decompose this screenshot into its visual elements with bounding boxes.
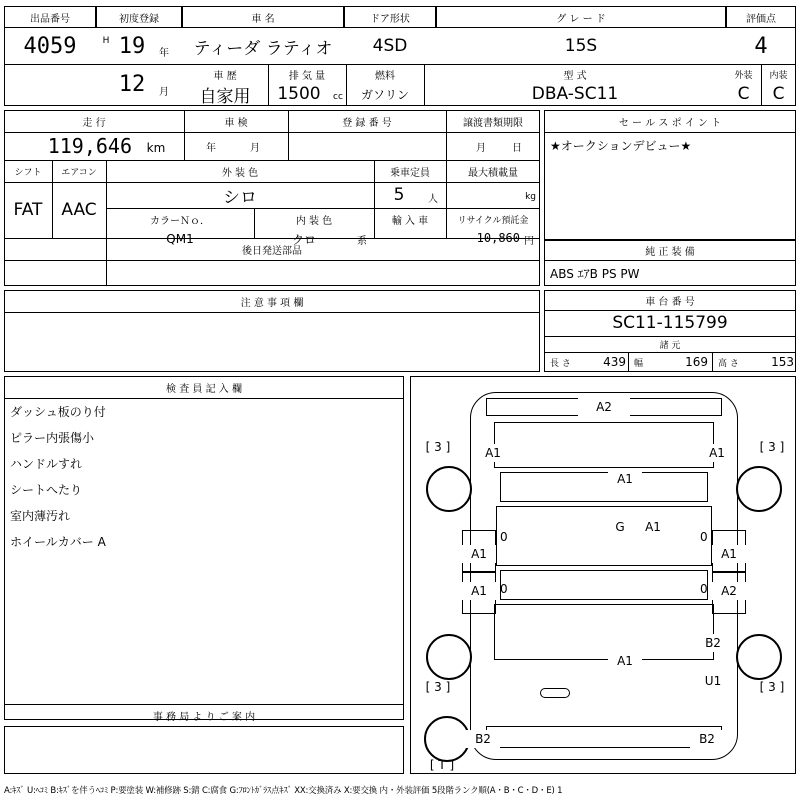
inspector-note: シートへたり: [10, 482, 83, 497]
displacement-value: 1500: [277, 84, 321, 104]
color-no-value: QM1: [166, 232, 194, 246]
recycle-label: リサイクル預託金: [457, 215, 529, 226]
length-label: 長 さ: [550, 358, 571, 369]
model-label: 型 式: [563, 70, 587, 82]
seats-label: 乗車定員: [390, 167, 430, 179]
mark-left-front-corner: [ 3 ]: [425, 440, 451, 454]
transfer-label: 譲渡書類期限: [463, 117, 523, 129]
left-rear-wheel: [426, 634, 472, 680]
mark-center-a1: A1: [636, 518, 670, 536]
inspector-note: ハンドルすれ: [10, 456, 83, 471]
ext-color-label: 外 装 色: [221, 167, 259, 179]
shaken-label: 車 検: [224, 117, 248, 129]
rear-glass: [500, 570, 708, 600]
rear-bumper: [486, 726, 722, 748]
color-no-label: カラーＮｏ．: [150, 215, 210, 227]
max-load-label: 最大積載量: [468, 167, 518, 179]
mark-right-front-corner: [ 3 ]: [759, 440, 785, 454]
ext-color-value: シロ: [223, 187, 257, 208]
inspector-note: 室内薄汚れ: [10, 508, 71, 523]
right-handle-icon: 0: [700, 582, 708, 596]
mark-top-center: A2: [578, 398, 630, 416]
mileage-unit: km: [146, 141, 166, 155]
seats-unit: 人: [428, 193, 438, 205]
left-front-wheel: [426, 466, 472, 512]
grade-label: グ レ ー ド: [556, 13, 606, 25]
history-label: 車 歴: [213, 70, 237, 82]
shift-label: シフト: [14, 167, 42, 178]
car-name-value: ティーダ ラティオ: [193, 38, 333, 59]
displacement-label: 排 気 量: [288, 70, 326, 82]
lot-value: 4059: [23, 33, 77, 59]
inspector-label: 検 査 員 記 入 欄: [166, 383, 242, 395]
width-label: 幅: [634, 358, 644, 369]
max-load-unit: kg: [525, 192, 536, 202]
interior-label: 内装: [769, 70, 788, 81]
shift-value: FAT: [13, 200, 43, 220]
height-value: 153: [771, 355, 794, 369]
fuel-label: 燃料: [375, 70, 395, 82]
recycle-unit: 円: [524, 235, 534, 247]
right-mirror-icon: 0: [700, 530, 708, 544]
recycle-value: 10,860: [476, 231, 520, 245]
int-color-label: 内 装 色: [295, 215, 333, 227]
mark-rear-right-b2: B2: [690, 730, 724, 748]
first-reg-year-unit: 年: [159, 47, 169, 59]
inspector-note: ホイールカバー A: [10, 534, 106, 549]
first-reg-month: 12: [118, 71, 146, 97]
shaken-month-unit: 月: [250, 142, 260, 154]
first-reg-label: 初度登録: [119, 13, 159, 25]
mileage-value: 119,646: [47, 134, 132, 158]
mark-right-rear-b2: B2: [696, 634, 730, 652]
seats-value: 5: [393, 185, 405, 205]
grade-value: 15S: [564, 36, 598, 56]
transfer-month: 月: [476, 142, 486, 154]
hood: [494, 422, 714, 468]
caution-label: 注 意 事 項 欄: [240, 297, 304, 309]
displacement-unit: cc: [333, 92, 343, 102]
int-color-suffix: 系: [357, 235, 367, 247]
legend-footer: A:ｷｽﾞ U:ﾍｺﾐ B:ｷｽﾞを伴うﾍｺﾐ P:要塗装 W:補修跡 S:錆 C:腐食 G:ﾌﾛﾝﾄｶﾞﾗｽ点ｷｽﾞ XX:交換済み X:要交換 内・外装評価 5段階ランク順(A・B・C・D・E) 1: [4, 786, 563, 796]
mark-right-door-front: A1: [712, 545, 746, 563]
import-label: 輸 入 車: [391, 215, 429, 227]
inspector-note: ピラー内張傷小: [10, 430, 95, 445]
right-rear-wheel: [736, 634, 782, 680]
office-label: 事 務 局 よ り ご 案 内: [152, 711, 256, 723]
aircon-value: AAC: [61, 200, 97, 220]
registration-label: 登 録 番 号: [342, 117, 392, 129]
chassis-label: 車 台 番 号: [645, 296, 695, 308]
mark-hood-center: A1: [608, 470, 642, 488]
shaken-year-unit: 年: [206, 142, 216, 154]
width-value: 169: [685, 355, 708, 369]
model-value: DBA-SC11: [531, 84, 619, 104]
history-value: 自家用: [199, 86, 251, 107]
car-name-label: 車 名: [251, 13, 275, 25]
mark-left-door-rear: A1: [462, 582, 496, 600]
score-label: 評価点: [746, 13, 776, 25]
roof-cabin: [496, 506, 712, 566]
later-parts-label: 後日発送部品: [242, 245, 302, 257]
mark-right-rear-corner: [ 3 ]: [759, 680, 785, 694]
mark-left-door-front: A1: [462, 545, 496, 563]
equipment-value: ABS ｴｱB PS PW: [550, 266, 640, 281]
sales-point-label: セ ー ル ス ポ イ ン ト: [618, 117, 722, 129]
first-reg-month-unit: 月: [159, 86, 169, 98]
dimensions-label: 諸 元: [659, 340, 681, 351]
mark-hood-right: A1: [700, 444, 734, 462]
door-label: ドア形状: [370, 13, 410, 25]
mark-hood-left: A1: [476, 444, 510, 462]
exterior-label: 外装: [734, 70, 753, 81]
fuel-value: ガソリン: [360, 87, 409, 102]
mark-trunk-center: A1: [608, 652, 642, 670]
mark-right-rear-u1: U1: [696, 672, 730, 690]
right-front-wheel: [736, 466, 782, 512]
left-handle-icon: 0: [500, 582, 508, 596]
office-body: [4, 726, 404, 774]
door-value: 4SD: [372, 36, 408, 56]
int-color-value: クロ: [291, 232, 316, 247]
mark-rear-left-b2: B2: [466, 730, 500, 748]
first-reg-year: 19: [118, 33, 146, 59]
mileage-label: 走 行: [82, 117, 106, 129]
left-mirror-icon: 0: [500, 530, 508, 544]
mark-left-rear-corner: [ 3 ]: [425, 680, 451, 694]
aircon-label: エアコン: [61, 167, 97, 178]
mark-right-door-rear: A2: [712, 582, 746, 600]
score-value: 4: [754, 33, 768, 59]
rear-left-lamp: [540, 688, 570, 698]
inspector-note: ダッシュ板のり付: [10, 404, 106, 419]
equipment-label: 純 正 装 備: [645, 246, 695, 258]
transfer-day: 日: [512, 142, 522, 154]
height-label: 高 さ: [718, 358, 739, 369]
chassis-value: SC11-115799: [612, 313, 728, 333]
length-value: 439: [603, 355, 626, 369]
first-reg-era: H: [102, 36, 110, 46]
mark-bottom-t: [ T ]: [429, 758, 455, 772]
exterior-grade: C: [737, 84, 750, 104]
mark-center-g: G: [608, 518, 632, 536]
trunk: [494, 604, 714, 660]
interior-grade: C: [772, 84, 785, 104]
sales-point-value: ★オークションデビュー★: [550, 138, 692, 153]
lot-label: 出品番号: [30, 13, 70, 25]
windshield: [500, 472, 708, 502]
